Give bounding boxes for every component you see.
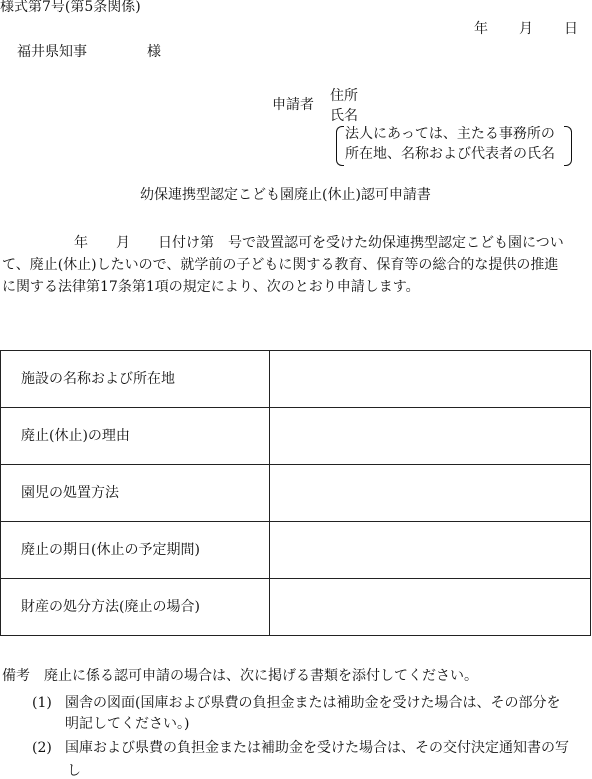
remarks-item-continuation: 明記してください。)	[65, 716, 190, 732]
body-line-1: 年 月 日付け第 号で設置認可を受けた幼保連携型認定こども園につい	[74, 235, 564, 251]
document-title: 幼保連携型認定こども園廃止(休止)認可申請書	[140, 187, 431, 203]
table-row	[1, 579, 591, 636]
date-day-label: 日	[564, 21, 578, 37]
field-value[interactable]	[270, 408, 591, 465]
field-label: 財産の処分方法(廃止の場合)	[1, 579, 270, 636]
body-line-3: に関する法律第17条第1項の規定により、次のとおり申請します。	[2, 279, 420, 295]
left-bracket	[336, 126, 344, 166]
table-row	[1, 351, 591, 408]
field-label: 廃止(休止)の理由	[1, 408, 270, 465]
table-row	[1, 522, 591, 579]
remarks-item-continuation: し	[67, 763, 81, 779]
table-row	[1, 465, 591, 522]
address-label: 住所	[330, 88, 358, 104]
remarks-item-number: (1)	[32, 695, 52, 711]
body-paragraph	[2, 236, 592, 302]
addressee-honorific: 様	[147, 44, 161, 60]
remarks-item-text: 国庫および県費の負担金または補助金を受けた場合は、その交付決定通知書の写	[65, 740, 569, 756]
remarks-item-text: 園舎の図面(国庫および県費の負担金または補助金を受けた場合は、その部分を	[65, 695, 561, 711]
addressee-name: 福井県知事	[17, 44, 87, 60]
form-number: 様式第7号(第5条関係)	[0, 0, 141, 15]
name-label: 氏名	[330, 108, 358, 124]
application-fields-table	[0, 350, 591, 636]
corporation-note-line-1: 法人にあっては、主たる事務所の	[345, 126, 555, 142]
field-value[interactable]	[270, 351, 591, 408]
field-label: 廃止の期日(休止の予定期間)	[1, 522, 270, 579]
remarks-item-number: (2)	[32, 740, 52, 756]
remarks-heading	[2, 669, 478, 683]
remarks-label: 備考	[2, 668, 30, 684]
date-month-label: 月	[519, 21, 533, 37]
field-label: 施設の名称および所在地	[1, 351, 270, 408]
right-bracket	[564, 126, 572, 166]
date-year-label: 年	[474, 21, 488, 37]
field-label: 園児の処置方法	[1, 465, 270, 522]
addressee	[17, 44, 161, 60]
applicant-label: 申請者	[272, 97, 314, 113]
table-row	[1, 408, 591, 465]
field-value[interactable]	[270, 579, 591, 636]
corporation-note-line-2: 所在地、名称および代表者の氏名	[345, 146, 555, 162]
remarks-intro: 廃止に係る認可申請の場合は、次に掲げる書類を添付してください。	[44, 668, 478, 684]
field-value[interactable]	[270, 465, 591, 522]
field-value[interactable]	[270, 522, 591, 579]
corporation-note	[336, 126, 572, 166]
body-line-2: て、廃止(休止)したいので、就学前の子どもに関する教育、保育等の総合的な提供の推進	[2, 257, 559, 273]
